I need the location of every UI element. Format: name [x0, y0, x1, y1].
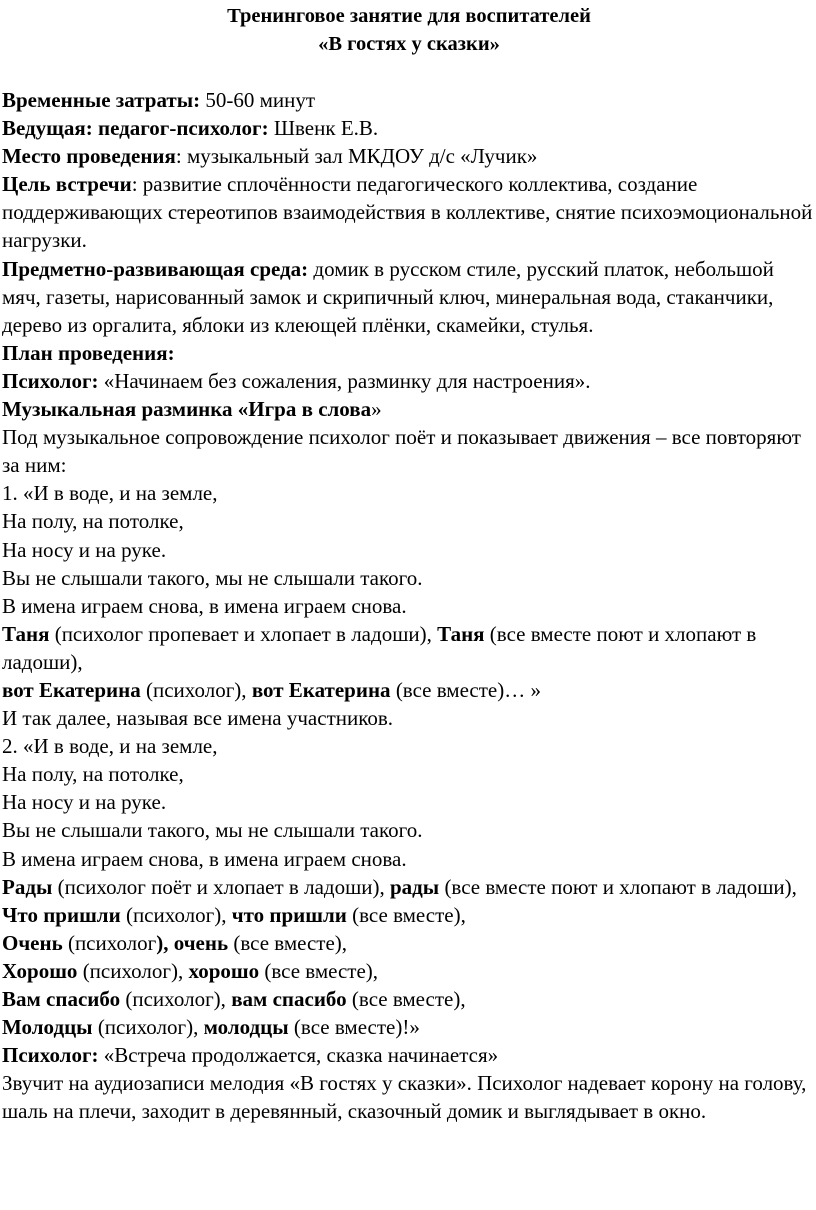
host-label: Ведущая: педагог-психолог:	[2, 116, 269, 141]
verse1-line-3: На носу и на руке.	[2, 537, 167, 562]
verse2-line-2: На полу, на потолке,	[2, 762, 184, 787]
warmup-heading-bold: Музыкальная разминка «Игра в слова	[2, 397, 372, 422]
plan-heading	[2, 339, 816, 367]
glad-bold-1: Рады	[2, 874, 53, 899]
time-value: 50-60 минут	[200, 88, 316, 112]
verse2-thanks-line	[2, 985, 816, 1013]
verse2-good-line	[2, 957, 816, 985]
good-note-2: (все вместе),	[259, 958, 379, 983]
environment-label: Предметно-развивающая среда:	[2, 256, 309, 281]
came-bold-1: Что пришли	[2, 902, 121, 927]
host-value: Швенк Е.В.	[268, 116, 379, 141]
good-bold-1: Хорошо	[2, 958, 78, 983]
environment-value: домик в русском стиле, русский платок, небольшой мяч, газеты, нарисованный замок и скрипичный ключ, минеральная вода, стаканчики, дерево из оргалита, яблоки из клеющей плёнки, скамейки, стулья.	[2, 256, 774, 337]
verse2-came-line	[2, 901, 816, 929]
psychologist-text-2: «Встреча продолжается, сказка начинается»	[98, 1043, 499, 1068]
psychologist-line-2	[2, 1041, 816, 1069]
name-note-3: (психолог),	[140, 677, 252, 702]
good-note-1: (психолог),	[77, 958, 189, 983]
welldone-note-2: (все вместе)!»	[288, 1015, 420, 1040]
warmup-heading	[2, 395, 816, 423]
verse1-line-2: На полу, на потолке,	[2, 509, 184, 534]
psychologist-line-1	[2, 367, 816, 395]
final-paragraph: Звучит на аудиозаписи мелодия «В гостях у сказки». Психолог надевает корону на голову, шаль на плечи, заходит в деревянный, сказочный домик и выглядывает в окно.	[2, 1071, 807, 1124]
verse2-line-1: 2. «И в воде, и на земле,	[2, 734, 218, 759]
goal-value: : развитие сплочённости педагогического коллектива, создание поддерживающих стереотипов взаимодействия в коллективе, снятие психоэмоциональной нагрузки.	[2, 172, 813, 253]
name-bold-1: Таня	[2, 621, 50, 646]
came-note-1: (психолог),	[120, 902, 232, 927]
place-label: Место проведения	[2, 144, 176, 169]
glad-note-1: (психолог поёт и хлопает в ладоши),	[52, 874, 390, 899]
title-line-1: Тренинговое занятие для воспитателей	[227, 5, 591, 27]
name-note-2: (все вместе поют и хлопают в ладоши),	[2, 621, 757, 674]
verse1-line-4: Вы не слышали такого, мы не слышали такого.	[2, 565, 423, 590]
name-note-1: (психолог пропевает и хлопает в ладоши),	[49, 621, 438, 646]
thanks-note-1: (психолог),	[120, 987, 232, 1011]
came-note-2: (все вместе),	[346, 902, 466, 927]
very-note-1: (психолог	[62, 930, 157, 955]
verse1-line-5: В имена играем снова, в имена играем снова.	[2, 593, 407, 618]
warmup-intro: Под музыкальное сопровождение психолог поёт и показывает движения – все повторяют за ним:	[2, 425, 801, 478]
time-paragraph	[2, 86, 816, 114]
very-bold-2: ), очень	[156, 930, 229, 955]
glad-bold-2: рады	[389, 874, 440, 899]
verse1-name-line	[2, 620, 816, 676]
very-note-2: (все вместе),	[228, 930, 348, 955]
verse1-after: И так далее, называя все имена участников.	[2, 706, 394, 731]
verse2-line-5: В имена играем снова, в имена играем снова.	[2, 846, 407, 871]
name-note-4: (все вместе)… »	[390, 677, 541, 702]
goal-paragraph	[2, 170, 816, 254]
verse2-line-4: Вы не слышали такого, мы не слышали такого.	[2, 818, 423, 843]
welldone-note-1: (психолог),	[92, 1015, 204, 1040]
name-bold-4: вот Екатерина	[251, 677, 391, 702]
verse2-glad-line	[2, 873, 816, 901]
psychologist-text: «Начинаем без сожаления, разминку для настроения».	[98, 368, 591, 393]
thanks-bold-2: вам спасибо	[231, 987, 347, 1011]
verse2-very-line	[2, 929, 816, 957]
psychologist-label: Психолог:	[2, 368, 99, 393]
psychologist-label-2: Психолог:	[2, 1043, 99, 1068]
came-bold-2: что пришли	[231, 902, 347, 927]
thanks-bold-1: Вам спасибо	[2, 987, 121, 1011]
verse1-name-line-2	[2, 676, 816, 704]
thanks-note-2: (все вместе),	[346, 987, 466, 1011]
glad-note-2: (все вместе поют и хлопают в ладоши),	[439, 874, 797, 899]
environment-paragraph	[2, 255, 816, 339]
good-bold-2: хорошо	[188, 958, 260, 983]
place-value: : музыкальный зал МКДОУ д/с «Лучик»	[175, 144, 538, 169]
name-bold-3: вот Екатерина	[2, 677, 141, 702]
document-title	[2, 2, 816, 58]
very-bold-1: Очень	[2, 930, 63, 955]
welldone-bold-2: молодцы	[203, 1015, 289, 1040]
verse2-welldone-line	[2, 1013, 816, 1041]
time-label: Временные затраты:	[2, 88, 201, 112]
verse2-line-3: На носу и на руке.	[2, 790, 167, 815]
place-paragraph	[2, 142, 816, 170]
verse1-line-1: 1. «И в воде, и на земле,	[2, 481, 218, 506]
title-line-2: «В гостях у сказки»	[318, 33, 500, 55]
blank-line	[2, 58, 816, 86]
host-paragraph	[2, 114, 816, 142]
welldone-bold-1: Молодцы	[2, 1015, 93, 1040]
warmup-heading-tail: »	[371, 397, 382, 422]
plan-heading-text: План проведения:	[2, 340, 175, 365]
name-bold-2: Таня	[437, 621, 485, 646]
goal-label: Цель встречи	[2, 172, 132, 197]
